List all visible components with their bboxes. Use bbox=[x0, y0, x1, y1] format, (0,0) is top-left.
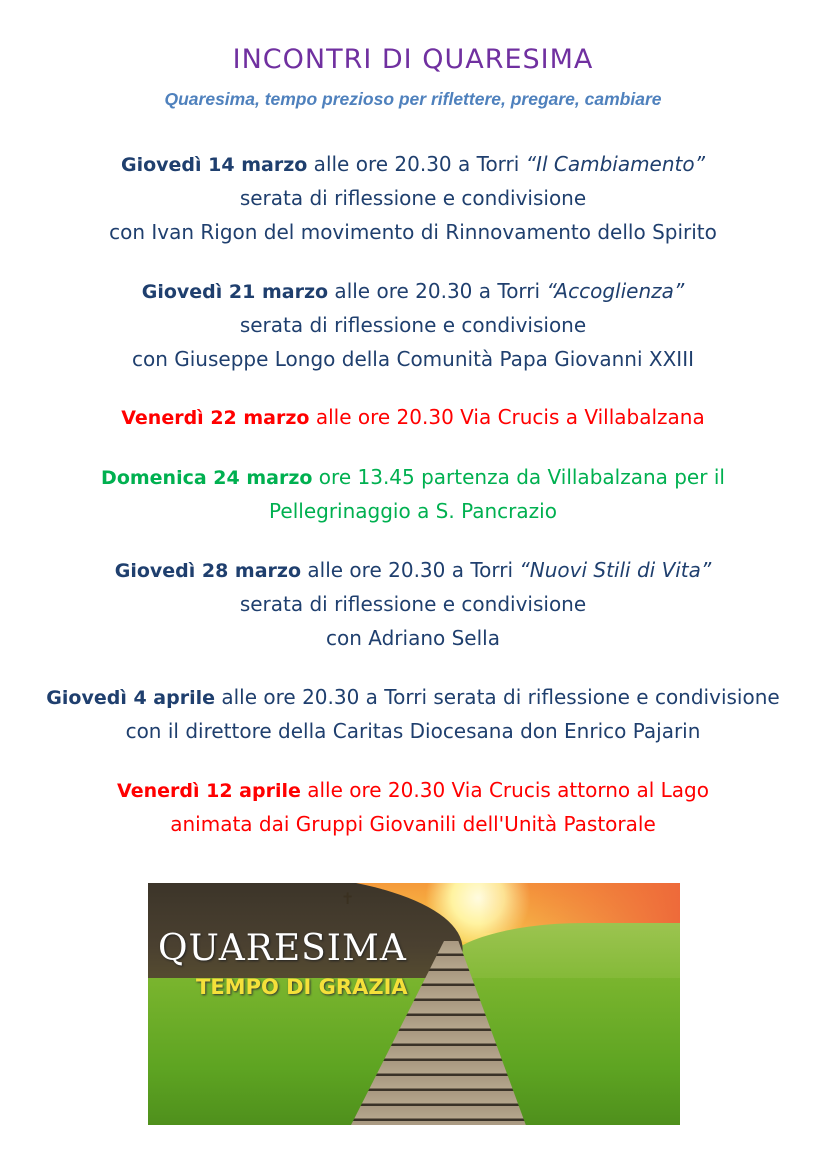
event-28-marzo bbox=[0, 554, 826, 655]
event-date: Giovedì 14 marzo bbox=[121, 154, 308, 176]
event-date: Venerdì 12 aprile bbox=[117, 780, 301, 802]
event-text: alle ore 20.30 a Torri bbox=[307, 152, 526, 176]
event-text: alle ore 20.30 Via Crucis a Villabalzana bbox=[309, 405, 705, 429]
event-line: Pellegrinaggio a S. Pancrazio bbox=[269, 499, 557, 524]
event-text: alle ore 20.30 a Torri serata di riflessione e condivisione bbox=[215, 685, 780, 709]
event-line: serata di riflessione e condivisione bbox=[239, 313, 587, 338]
event-date: Giovedì 4 aprile bbox=[46, 687, 215, 709]
event-date: Domenica 24 marzo bbox=[101, 467, 313, 489]
event-12-aprile bbox=[0, 774, 826, 842]
event-line: animata dai Gruppi Giovanili dell'Unità Pastorale bbox=[170, 812, 656, 837]
event-theme: “Il Cambiamento” bbox=[525, 152, 705, 176]
event-date: Giovedì 28 marzo bbox=[114, 560, 302, 582]
quaresima-banner-image bbox=[148, 883, 680, 1125]
event-line: serata di riflessione e condivisione bbox=[239, 186, 587, 211]
event-line: serata di riflessione e condivisione bbox=[239, 592, 587, 617]
event-line: con Adriano Sella bbox=[326, 625, 500, 650]
event-line: con Giuseppe Longo della Comunità Papa Giovanni XXIII bbox=[131, 346, 694, 371]
event-24-marzo bbox=[0, 461, 826, 529]
banner-title: QUARESIMA bbox=[158, 928, 407, 969]
event-22-marzo bbox=[0, 401, 826, 435]
event-text: alle ore 20.30 a Torri bbox=[301, 558, 520, 582]
event-line: con Ivan Rigon del movimento di Rinnovamento dello Spirito bbox=[109, 219, 717, 244]
event-date: Giovedì 21 marzo bbox=[141, 281, 329, 303]
event-date: Venerdì 22 marzo bbox=[121, 407, 310, 429]
banner-subtitle: TEMPO DI GRAZIA bbox=[196, 975, 408, 999]
page-subtitle: Quaresima, tempo prezioso per riflettere, pregare, cambiare bbox=[164, 89, 662, 109]
event-theme: “Nuovi Stili di Vita” bbox=[519, 558, 712, 582]
event-text: alle ore 20.30 a Torri bbox=[328, 279, 547, 303]
event-4-aprile bbox=[0, 681, 826, 749]
event-14-marzo bbox=[0, 148, 826, 249]
event-text: alle ore 20.30 Via Crucis attorno al Lago bbox=[300, 778, 709, 802]
cross-icon: ✝ bbox=[341, 889, 355, 908]
event-21-marzo bbox=[0, 275, 826, 376]
event-theme: “Accoglienza” bbox=[546, 279, 685, 303]
event-line: con il direttore della Caritas Diocesana don Enrico Pajarin bbox=[125, 719, 701, 744]
page-title: INCONTRI DI QUARESIMA bbox=[232, 44, 594, 75]
event-text: ore 13.45 partenza da Villabalzana per il bbox=[312, 465, 725, 489]
